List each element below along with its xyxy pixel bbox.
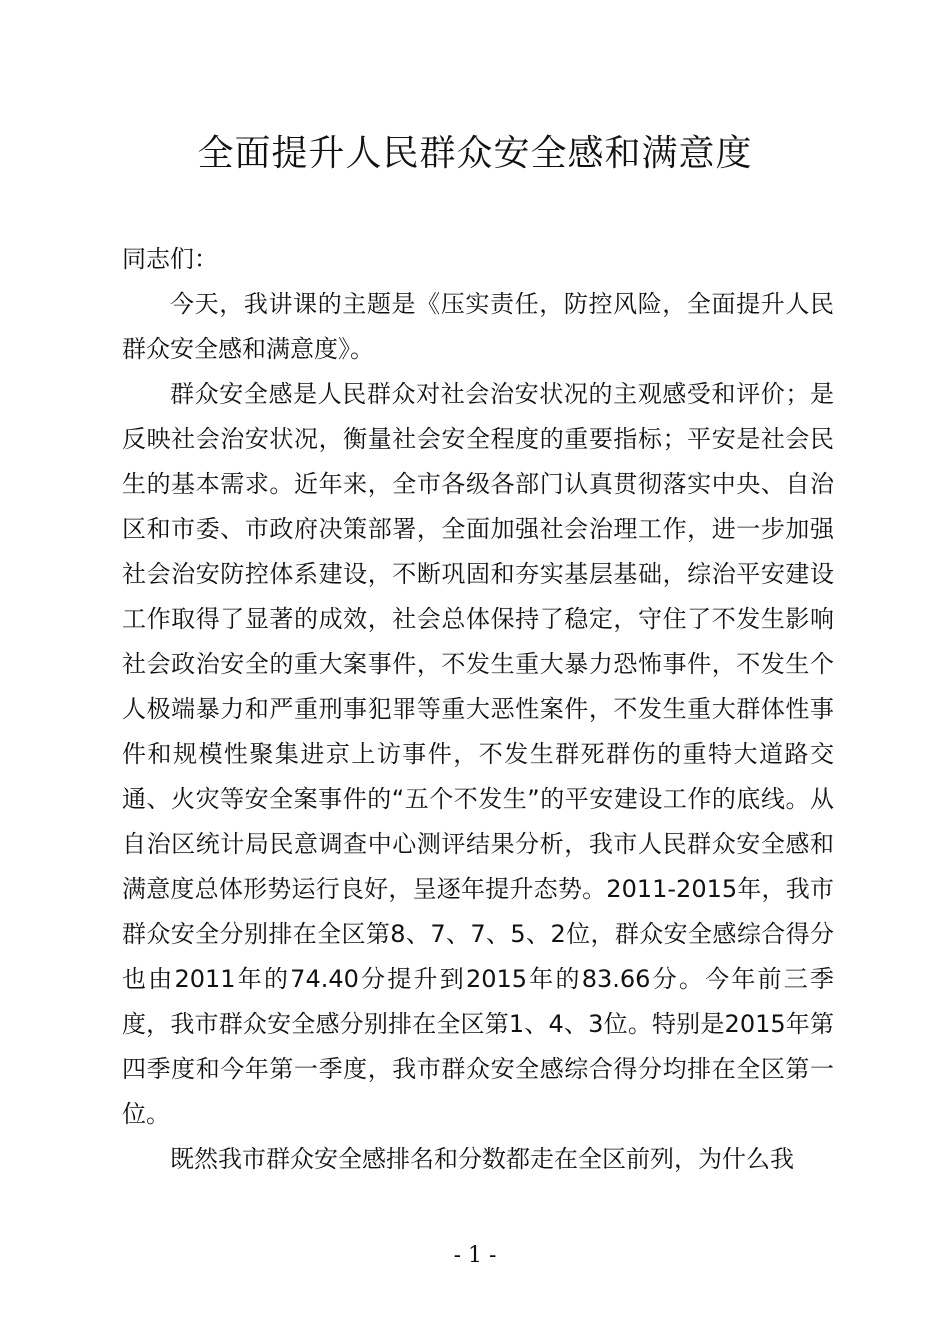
paragraph-main: 群众安全感是人民群众对社会治安状况的主观感受和评价；是反映社会治安状况，衡量社会安全程度的重要指标；平安是社会民生的基本需求。近年来，全市各级各部门认真贯彻落实中央、自治区和市委、市政府决策部署，全面加强社会治理工作，进一步加强社会治安防控体系建设，不断巩固和夯实基层基础，综治平安建设工作取得了显著的成效，社会总体保持了稳定，守住了不发生影响社会政治安全的重大案事件，不发生重大暴力恐怖事件，不发生个人极端暴力和严重刑事犯罪等重大恶性案件，不发生重大群体性事件和规模性聚集进京上访事件，不发生群死群伤的重特大道路交通、火灾等安全案事件的“五个不发生”的平安建设工作的底线。从自治区统计局民意调查中心测评结果分析，我市人民群众安全感和满意度总体形势运行良好，呈逐年提升态势。2011-2015年，我市群众安全分别排在全区第8、7、7、5、2位，群众安全感综合得分也由2011年的74.40分提升到2015年的83.66分。今年前三季度，我市群众安全感分别排在全区第1、4、3位。特别是2015年第四季度和今年第一季度，我市群众安全感综合得分均排在全区第一位。 bbox=[122, 380, 834, 1128]
salutation: 同志们： bbox=[122, 245, 218, 273]
page-number: - 1 - bbox=[453, 1243, 497, 1268]
document-title: 全面提升人民群众安全感和满意度 bbox=[197, 133, 753, 174]
paragraph-intro: 今天，我讲课的主题是《压实责任，防控风险，全面提升人民群众安全感和满意度》。 bbox=[122, 290, 834, 363]
document-body bbox=[122, 237, 834, 1182]
paragraph-continuation: 既然我市群众安全感排名和分数都走在全区前列，为什么我 bbox=[170, 1145, 794, 1173]
